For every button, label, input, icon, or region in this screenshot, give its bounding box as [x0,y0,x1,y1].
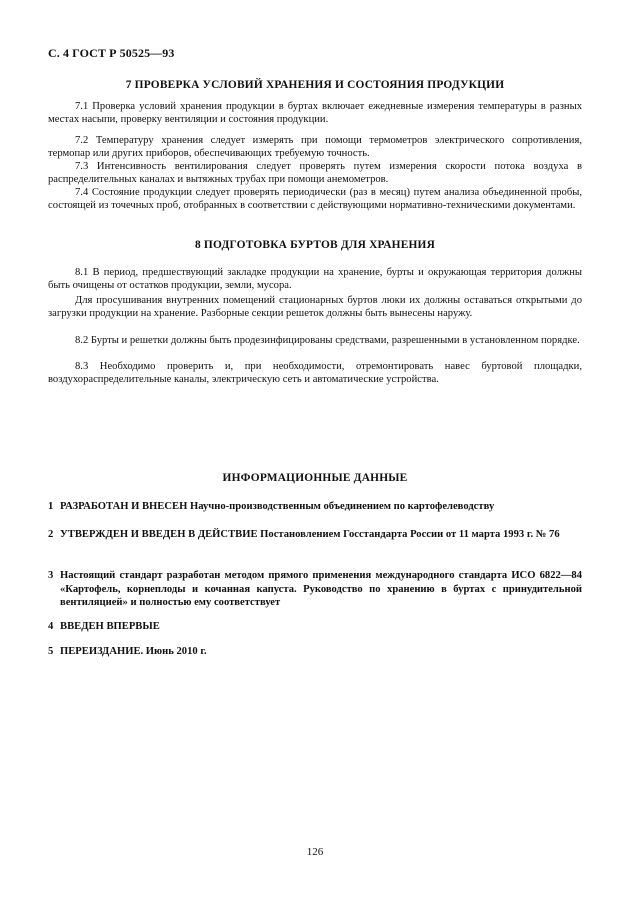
info-item-5 [48,645,582,659]
info-item-text: РАЗРАБОТАН И ВНЕСЕН Научно-производственным объединением по картофелеводству [60,501,495,512]
paragraph-8-3: 8.3 Необходимо проверить и, при необходимости, отремонтировать навес буртовой площадки, воздухораспределительные каналы, электрическую сеть и автоматические устройства. [48,361,582,386]
paragraph-8-1-cont: Для просушивания внутренних помещений стационарных буртов люки их должны оставаться открытыми до загрузки продукции на хранение. Разборные секции решеток должны быть вынесены наружу. [48,295,582,320]
info-item-number: 5 [48,646,54,657]
info-item-text: Настоящий стандарт разработан методом прямого применения международного стандарта ИСО 6822—84 «Картофель, корнеплоды и кочанная капуста. Руководство по хранению в буртах с принудительной вентиляцией» и полностью ему соответствует [60,570,582,609]
paragraph-8-2: 8.2 Бурты и решетки должны быть продезинфицированы средствами, разрешенными в установленном порядке. [75,335,580,346]
info-item-4 [48,620,582,634]
info-item-2 [48,528,582,542]
section-8-title: 8 ПОДГОТОВКА БУРТОВ ДЛЯ ХРАНЕНИЯ [194,239,436,251]
info-item-number: 1 [48,501,54,512]
page-header: С. 4 ГОСТ Р 50525—93 [48,46,175,60]
info-title: ИНФОРМАЦИОННЫЕ ДАННЫЕ [222,472,408,484]
info-item-3 [48,569,582,610]
paragraph-7-2: 7.2 Температуру хранения следует измерять при помощи термометров электрического сопротивления, термопар или других приборов, обеспечивающих требуемую точность. [48,135,582,160]
info-item-1 [48,500,582,514]
paragraph-7-3: 7.3 Интенсивность вентилирования следует проверять путем измерения скорости потока воздуха в распределительных каналах и вытяжных трубах при помощи анемометров. [48,161,582,186]
info-item-text: ПЕРЕИЗДАНИЕ. Июнь 2010 г. [60,646,207,657]
info-item-text: УТВЕРЖДЕН И ВВЕДЕН В ДЕЙСТВИЕ Постановлением Госстандарта России от 11 марта 1993 г. № 76 [60,529,560,540]
page-number: 126 [306,846,324,858]
section-7-title: 7 ПРОВЕРКА УСЛОВИЙ ХРАНЕНИЯ И СОСТОЯНИЯ ПРОДУКЦИИ [125,79,505,91]
info-item-number: 2 [48,529,54,540]
info-item-number: 3 [48,570,54,581]
info-item-number: 4 [48,621,54,632]
paragraph-8-1: 8.1 В период, предшествующий закладке продукции на хранение, бурты и окружающая территория должны быть очищены от остатков продукции, земли, мусора. [48,267,582,292]
paragraph-7-1: 7.1 Проверка условий хранения продукции в буртах включает ежедневные измерения температуры в разных местах насыпи, проверку вентиляции и состояния продукции. [48,101,582,126]
info-item-text: ВВЕДЕН ВПЕРВЫЕ [60,621,160,632]
paragraph-7-4: 7.4 Состояние продукции следует проверять периодически (раз в месяц) путем анализа объединенной пробы, состоящей из точечных проб, отобранных в соответствии с действующими нормативно-техническими документами. [48,187,582,212]
